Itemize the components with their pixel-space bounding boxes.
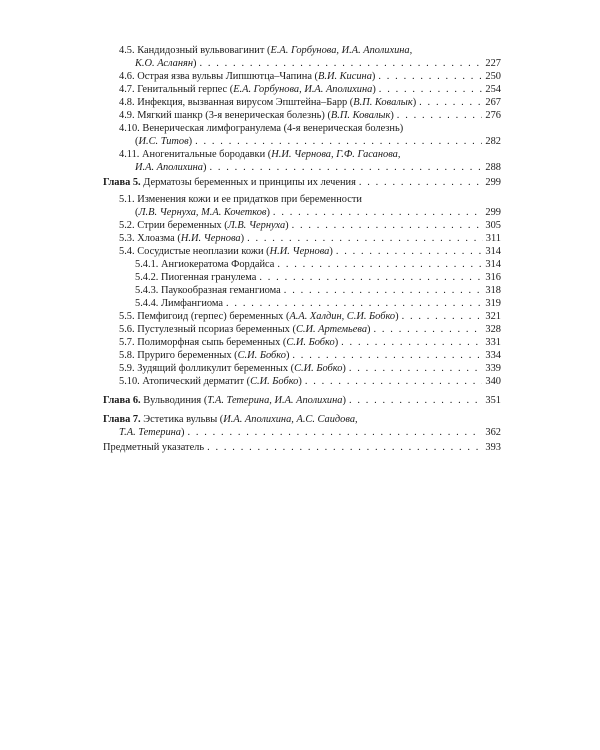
toc-chapter-7[interactable]: Глава 7. Эстетика вульвы (И.А. Аполихина, А.С. Саидова, Т.А. Тетерина) . . . 362 [103,413,501,439]
entry-number: 4.6. [119,71,135,82]
entry-number: 4.10. [119,123,140,134]
entry-number: 5.4. [119,246,135,257]
toc-entry-4-5[interactable]: 4.5. Кандидозный вульвовагинит (Е.А. Горбунова, И.А. Аполихина, К.О. Асланян) . . . 227 [103,44,501,70]
toc-entry-5-4-3[interactable] [103,284,501,297]
entry-title: Ангиокератома Фордайса [161,259,275,270]
entry-title: Полиморфная сыпь беременных ( [137,337,287,348]
toc-entry-5-4[interactable]: 5.4. Сосудистые неоплазии кожи (Н.И. Чернова) . . . 314 [103,245,501,258]
toc-chapter-5[interactable] [103,176,501,189]
page-number: 288 [485,162,501,173]
entry-number: 5.9. [119,363,135,374]
table-of-contents [103,44,501,454]
entry-authors: Е.А. Горбунова, И.А. Аполихина [233,84,373,95]
page-number: 276 [485,110,501,121]
entry-authors: А.А. Халдин, С.И. Бобко [289,311,396,322]
dot-leader [402,310,483,323]
entry-authors-cont: К.О. Асланян [135,58,193,69]
entry-number: 4.9. [119,110,135,121]
entry-title: Пиогенная гранулема [161,272,257,283]
entry-authors: Л.В. Чернуха, М.А. Кочетков [138,207,267,218]
entry-number: 5.10. [119,376,140,387]
toc-entry-5-2[interactable]: 5.2. Стрии беременных (Л.В. Чернуха) . . . 305 [103,219,501,232]
entry-title: Хлоазма ( [137,233,181,244]
entry-number: 5.6. [119,324,135,335]
page-number: 227 [485,58,501,69]
dot-leader [292,349,482,362]
toc-entry-5-4-1[interactable] [103,258,501,271]
entry-authors: Л.В. Чернуха [227,220,286,231]
entry-title: Мягкий шанкр (3-я венерическая болезнь) ( [137,110,331,121]
page-number: 334 [485,350,501,361]
entry-authors: С.И. Бобко [294,363,343,374]
dot-leader [277,258,482,271]
dot-leader [247,232,483,245]
entry-authors: В.П. Ковалык [330,110,391,121]
entry-number: 5.4.1. [135,259,159,270]
entry-authors: С.И. Артемьева [295,324,368,335]
entry-number: 5.4.2. [135,272,159,283]
toc-subject-index[interactable] [103,441,501,454]
chapter-authors: Т.А. Тетерина, И.А. Аполихина [207,395,343,406]
dot-leader [336,245,483,258]
entry-authors: И.С. Титов [138,136,189,147]
toc-entry-5-9[interactable]: 5.9. Зудящий фолликулит беременных (С.И. Бобко) . . . 339 [103,362,501,375]
entry-authors: С.И. Бобко [250,376,299,387]
entry-number: 5.7. [119,337,135,348]
page-number: 331 [485,337,501,348]
chapter-title: Вульводиния ( [143,395,208,406]
entry-title: Аногенитальные бородавки ( [142,149,272,160]
page-number: 282 [485,136,501,147]
entry-title: Пемфигоид (герпес) беременных ( [137,311,290,322]
dot-leader [349,394,482,407]
entry-number: 4.7. [119,84,135,95]
page-number: 393 [485,442,501,453]
entry-title: Венерическая лимфогранулема (4-я венерическая болезнь) [142,123,404,134]
entry-title: Инфекция, вызванная вирусом Эпштейна–Барр ( [137,97,354,108]
page-number: 328 [485,324,501,335]
entry-number: 4.8. [119,97,135,108]
entry-authors: Е.А. Горбунова, И.А. Аполихина, [270,45,413,56]
entry-authors: С.И. Бобко [286,337,335,348]
toc-entry-5-7[interactable]: 5.7. Полиморфная сыпь беременных (С.И. Бобко) . . . 331 [103,336,501,349]
entry-number: 5.8. [119,350,135,361]
chapter-label: Глава 6. [103,395,141,406]
entry-number: 4.11. [119,149,140,160]
dot-leader [273,206,482,219]
page-number: 339 [485,363,501,374]
entry-authors: С.И. Бобко [237,350,286,361]
entry-authors: Н.И. Чернова [180,233,241,244]
dot-leader [374,323,483,336]
page-number: 362 [485,427,501,438]
entry-title: Пустулезный псориаз беременных ( [137,324,296,335]
dot-leader [187,426,482,439]
entry-title: Лимфангиома [161,298,224,309]
page-number: 314 [485,246,501,257]
toc-entry-5-1[interactable]: 5.1. Изменения кожи и ее придатков при беременности (Л.В. Чернуха, М.А. Кочетков) . . . 299 [103,193,501,219]
page-number: 314 [485,259,501,270]
dot-leader [207,441,482,454]
toc-entry-4-10[interactable]: 4.10. Венерическая лимфогранулема (4-я венерическая болезнь) (И.С. Титов) . . . 282 [103,122,501,148]
dot-leader [209,161,482,174]
chapter-label: Глава 7. [103,414,141,425]
page-number: 311 [485,233,501,244]
entry-title: Стрии беременных ( [137,220,228,231]
dot-leader [259,271,482,284]
page-number: 250 [485,71,501,82]
dot-leader [341,336,482,349]
entry-authors: В.П. Ковалык [353,97,413,108]
toc-entry-4-7[interactable]: 4.7. Генитальный герпес (Е.А. Горбунова, И.А. Аполихина) . . . 254 [103,83,501,96]
page-number: 351 [485,395,501,406]
dot-leader [419,96,482,109]
entry-authors: В.И. Кисина [318,71,372,82]
entry-number: 4.5. [119,45,135,56]
page-number: 319 [485,298,501,309]
entry-title: Сосудистые неоплазии кожи ( [137,246,270,257]
toc-entry-5-4-2[interactable] [103,271,501,284]
dot-leader [379,83,483,96]
toc-entry-5-8[interactable]: 5.8. Пруриго беременных (С.И. Бобко) . . . 334 [103,349,501,362]
page-number: 254 [485,84,501,95]
page-number: 316 [485,272,501,283]
chapter-title: Эстетика вульвы ( [143,414,224,425]
dot-leader [305,375,483,388]
entry-title: Атопический дерматит ( [142,376,251,387]
toc-entry-4-8[interactable]: 4.8. Инфекция, вызванная вирусом Эпштейна–Барр (В.П. Ковалык) . . . 267 [103,96,501,109]
entry-number: 5.3. [119,233,135,244]
dot-leader [292,219,483,232]
toc-entry-5-5[interactable]: 5.5. Пемфигоид (герпес) беременных (А.А. Халдин, С.И. Бобко) . . . 321 [103,310,501,323]
dot-leader [359,176,483,189]
toc-chapter-6[interactable]: Глава 6. Вульводиния (Т.А. Тетерина, И.А. Аполихина) . . . 351 [103,394,501,407]
entry-title: Изменения кожи и ее придатков при беременности [137,194,362,205]
dot-leader [284,284,483,297]
chapter-label: Глава 5. [103,177,141,188]
dot-leader [397,109,483,122]
entry-title: Генитальный герпес ( [137,84,234,95]
page-number: 321 [485,311,501,322]
entry-authors-cont: И.А. Аполихина [135,162,204,173]
entry-number: 5.4.4. [135,298,159,309]
toc-entry-5-10[interactable]: 5.10. Атопический дерматит (С.И. Бобко) . . . 340 [103,375,501,388]
entry-authors: Н.И. Чернова [269,246,330,257]
page-number: 267 [485,97,501,108]
toc-entry-5-3[interactable]: 5.3. Хлоазма (Н.И. Чернова) . . . 311 [103,232,501,245]
page-number: 299 [485,207,501,218]
toc-entry-4-6[interactable]: 4.6. Острая язва вульвы Липшютца–Чапина (В.И. Кисина) . . . 250 [103,70,501,83]
dot-leader [226,297,482,310]
index-title: Предметный указатель [103,442,205,453]
entry-number: 5.4.3. [135,285,159,296]
toc-entry-4-9[interactable]: 4.9. Мягкий шанкр (3-я венерическая болезнь) (В.П. Ковалык) . . . 276 [103,109,501,122]
toc-entry-5-4-4[interactable] [103,297,501,310]
entry-title: Кандидозный вульвовагинит ( [137,45,271,56]
toc-entry-5-6[interactable]: 5.6. Пустулезный псориаз беременных (С.И. Артемьева) . . . 328 [103,323,501,336]
page-number: 340 [485,376,501,387]
entry-number: 5.2. [119,220,135,231]
toc-entry-4-11[interactable]: 4.11. Аногенитальные бородавки (Н.И. Чернова, Г.Ф. Гасанова, И.А. Аполихина) . . . 288 [103,148,501,174]
dot-leader [199,57,482,70]
chapter-authors: И.А. Аполихина, А.С. Саидова, [223,414,358,425]
chapter-title: Дерматозы беременных и принципы их лечения [143,177,356,188]
entry-authors: Н.И. Чернова, Г.Ф. Гасанова, [271,149,401,160]
page-number: 299 [485,177,501,188]
entry-title: Зудящий фолликулит беременных ( [137,363,295,374]
dot-leader [349,362,483,375]
entry-title: Паукообразная гемангиома [161,285,281,296]
entry-title: Пруриго беременных ( [137,350,238,361]
entry-number: 5.1. [119,194,135,205]
page-number: 318 [485,285,501,296]
entry-title: Острая язва вульвы Липшютца–Чапина ( [137,71,319,82]
chapter-authors-cont: Т.А. Тетерина [119,427,181,438]
page-number: 305 [485,220,501,231]
entry-number: 5.5. [119,311,135,322]
dot-leader [378,70,482,83]
dot-leader [195,135,482,148]
